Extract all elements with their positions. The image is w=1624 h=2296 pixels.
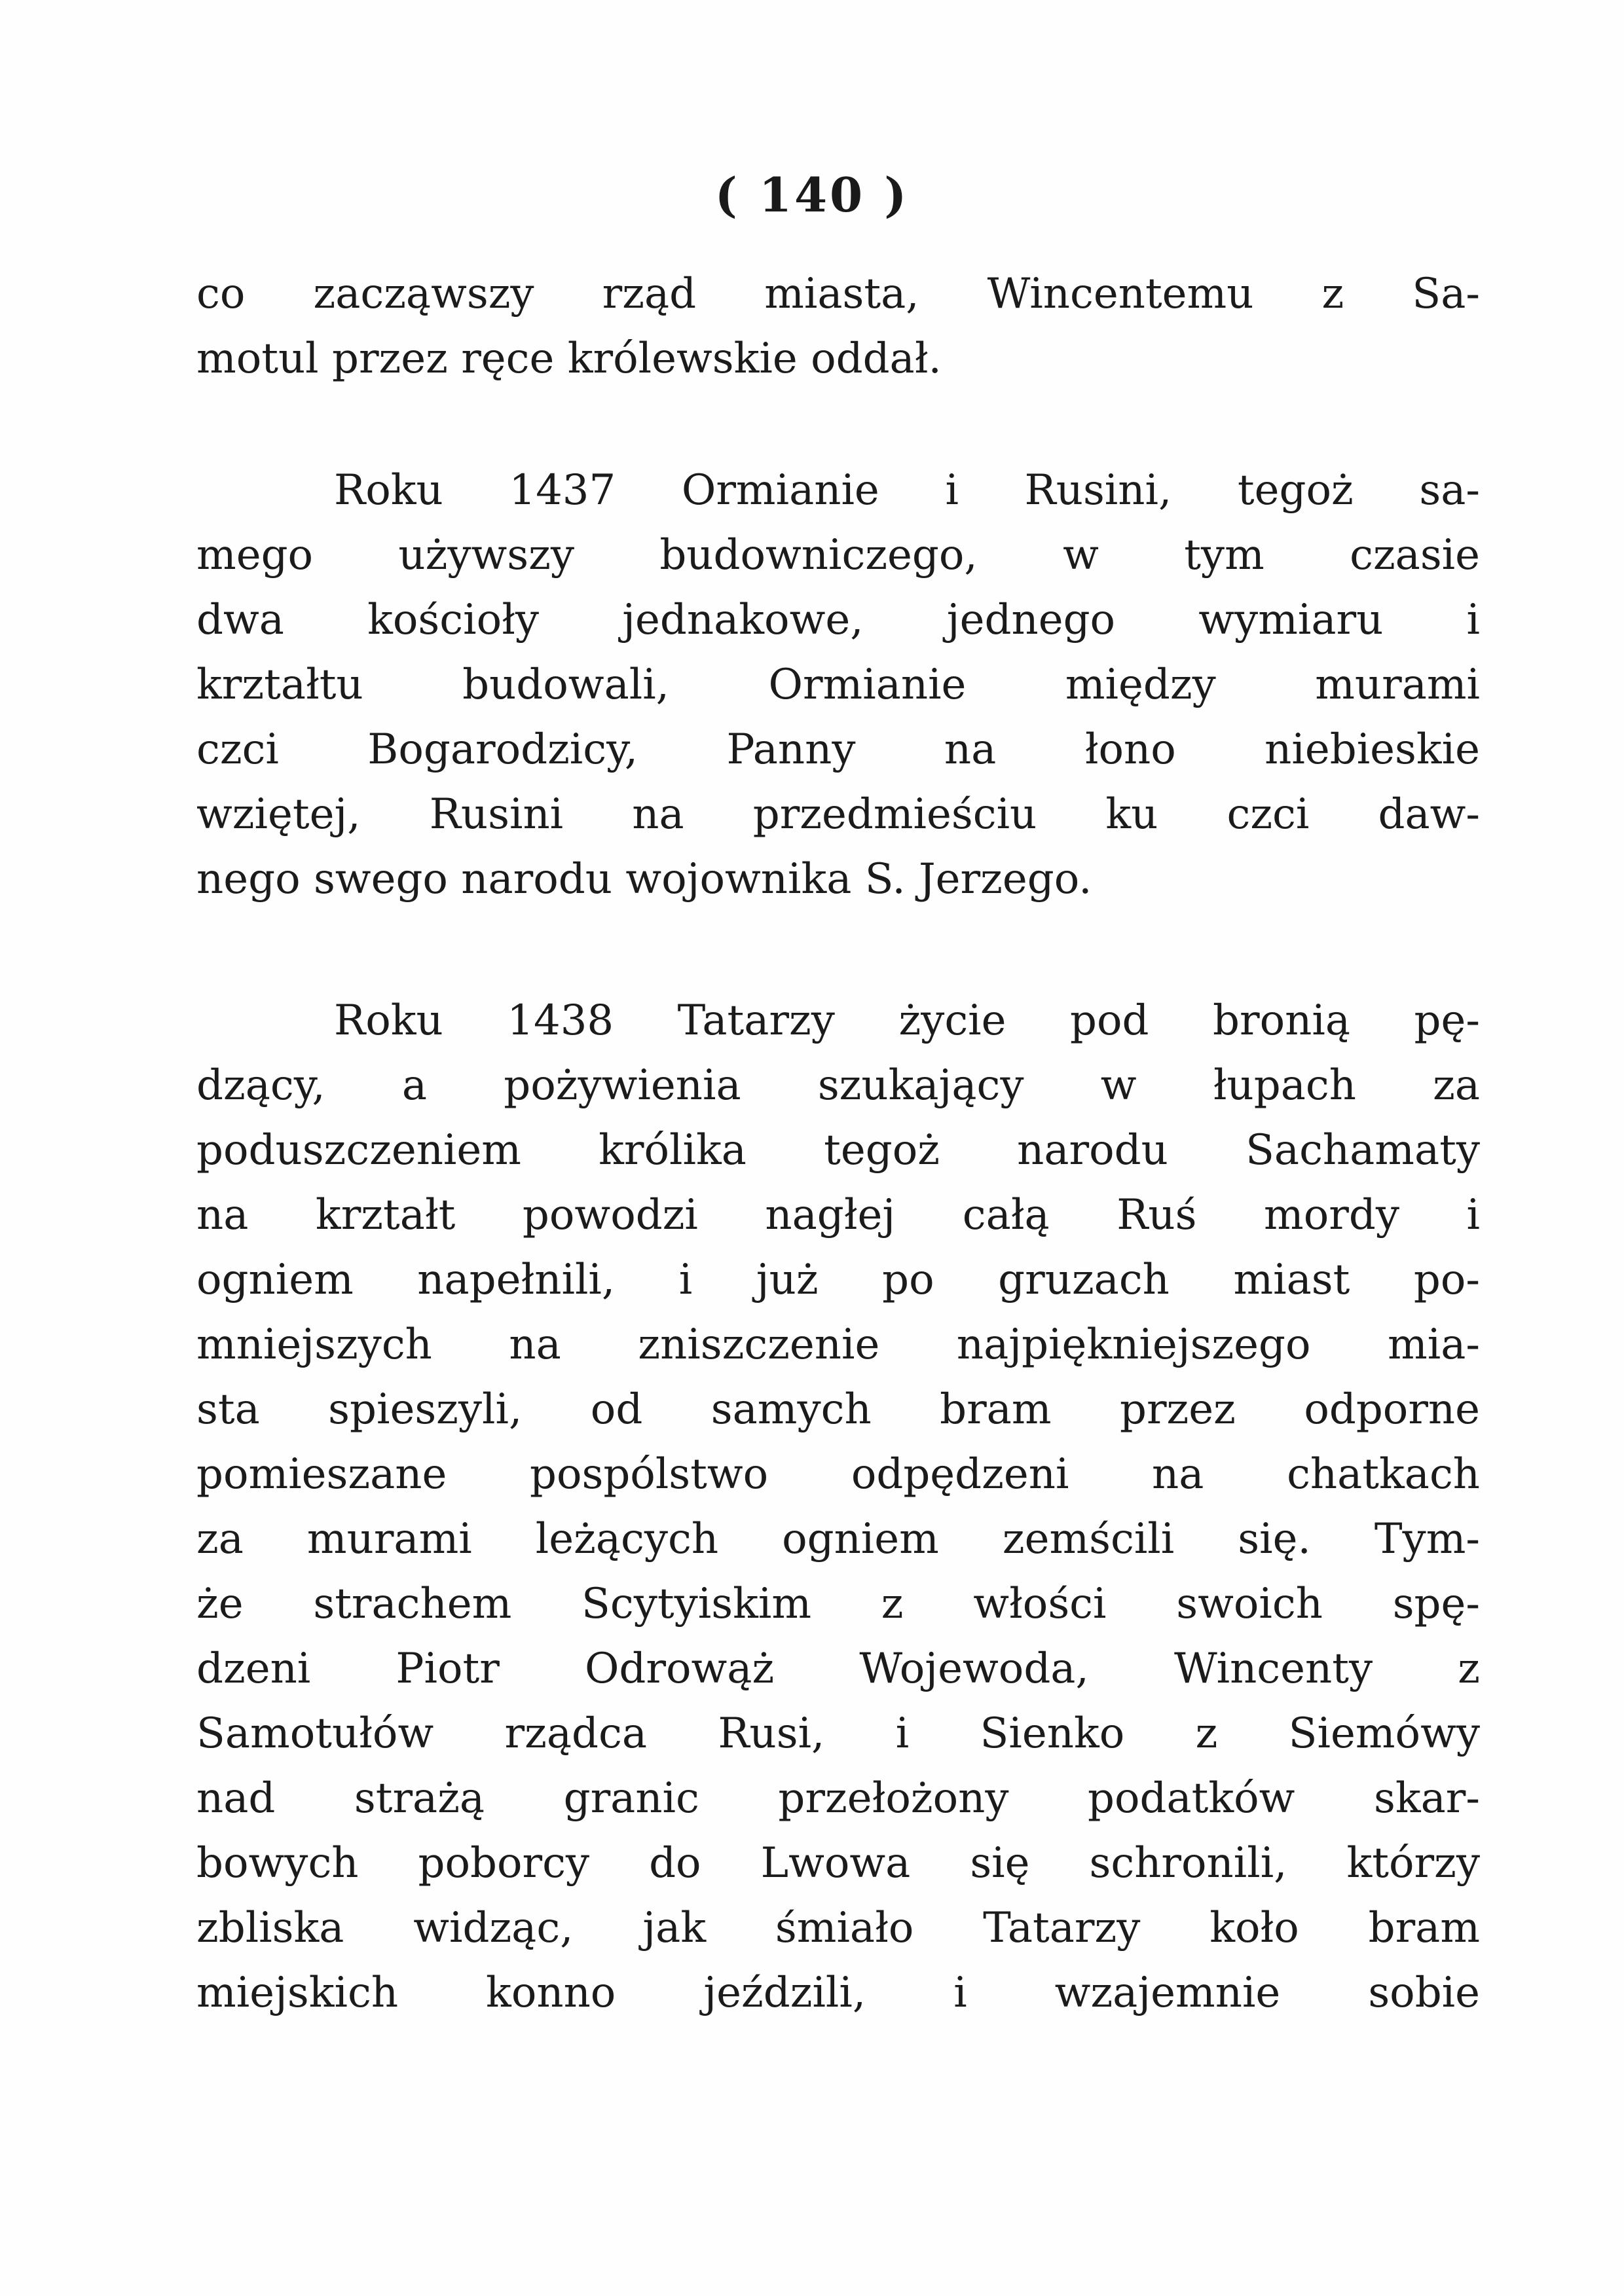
text-line: Roku 1437 Ormianie i Rusini, tegoż sa- <box>334 466 1480 515</box>
text-line: czci Bogarodzicy, Panny na łono niebieskie <box>196 725 1480 774</box>
text-line: na krztałt powodzi nagłej całą Ruś mordy i <box>196 1191 1480 1239</box>
text-line: krztałtu budowali, Ormianie między murami <box>196 661 1480 709</box>
text-line: dzący, a pożywienia szukający w łupach za <box>196 1061 1480 1110</box>
text-line: nego swego narodu wojownika S. Jerzego. <box>196 855 1092 903</box>
text-line: dzeni Piotr Odrowąż Wojewoda, Wincenty z <box>196 1645 1480 1693</box>
text-line: miejskich konno jeździli, i wzajemnie sobie <box>196 1969 1480 2017</box>
text-line: pomieszane pospólstwo odpędzeni na chatkach <box>196 1450 1480 1499</box>
text-line: nad strażą granic przełożony podatków skar- <box>196 1774 1480 1823</box>
text-line: zbliska widząc, jak śmiało Tatarzy koło bram <box>196 1904 1480 1952</box>
text-line: mniejszych na zniszczenie najpiękniejszego mia- <box>196 1321 1480 1369</box>
text-line: wziętej, Rusini na przedmieściu ku czci daw- <box>196 790 1480 839</box>
text-line: Samotułów rządca Rusi, i Sienko z Siemówy <box>196 1709 1480 1758</box>
text-line: motul przez ręce królewskie oddał. <box>196 335 942 383</box>
paragraph-1438 <box>196 989 1480 2026</box>
text-line: sta spieszyli, od samych bram przez odporne <box>196 1385 1480 1434</box>
text-line: co zacząwszy rząd miasta, Wincentemu z Sa- <box>196 270 1480 318</box>
text-line: bowych poborcy do Lwowa się schronili, którzy <box>196 1839 1480 1887</box>
text-line: dwa kościoły jednakowe, jednego wymiaru i <box>196 596 1480 644</box>
text-line: poduszczeniem królika tegoż narodu Sachamaty <box>196 1126 1480 1175</box>
text-line: Roku 1438 Tatarzy życie pod bronią pę- <box>334 996 1480 1045</box>
text-line: ogniem napełnili, i już po gruzach miast po- <box>196 1256 1480 1304</box>
text-line: za murami leżących ogniem zemścili się. Tym- <box>196 1515 1480 1563</box>
text-line: mego używszy budowniczego, w tym czasie <box>196 531 1480 579</box>
paragraph-1437 <box>196 458 1480 912</box>
text-line: że strachem Scytyiskim z włości swoich spę- <box>196 1580 1480 1628</box>
paragraph-continuation <box>196 262 1480 392</box>
page-number: ( 140 ) <box>714 167 910 223</box>
